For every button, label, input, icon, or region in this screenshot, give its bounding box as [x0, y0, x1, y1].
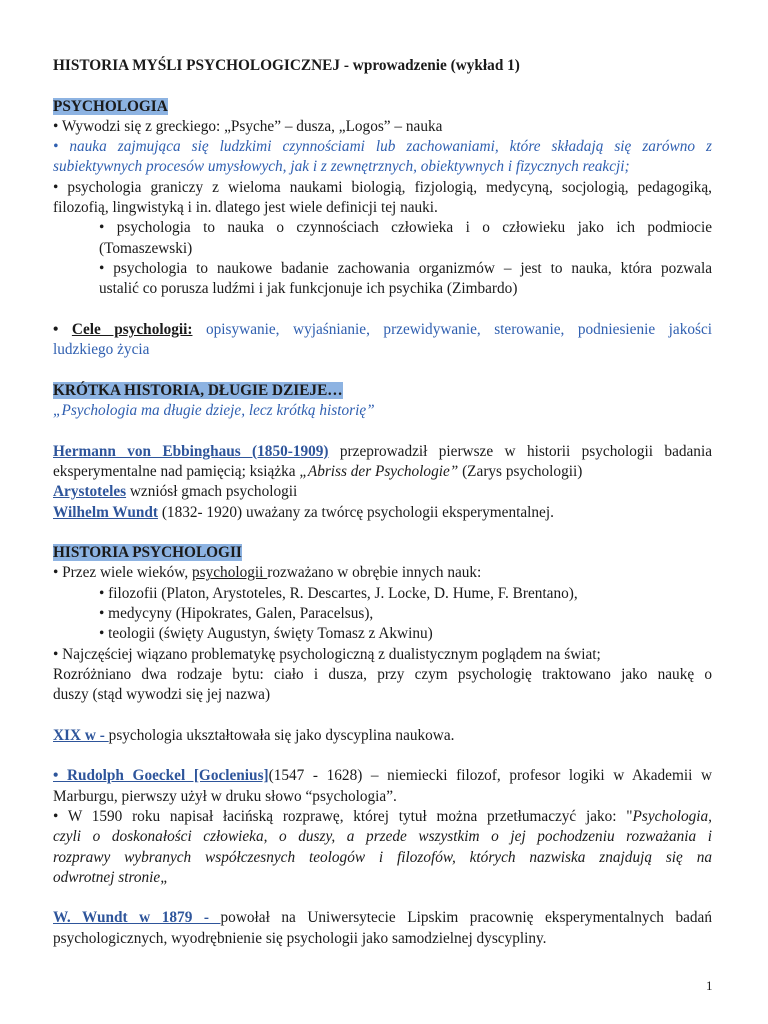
definition-line: • nauka zajmująca się ludzkimi czynnościami lub zachowaniami, które składają się zarówno z: [53, 138, 712, 156]
arystoteles-link[interactable]: Arystoteles: [53, 483, 127, 501]
goclenius-line-cont: • W 1590 roku napisał łacińską rozprawę, której tytuł można przetłumaczyć jako: "Psychologia,: [53, 807, 712, 825]
document-title: HISTORIA MYŚLI PSYCHOLOGICZNEJ - wprowadzenie (wykład 1): [53, 57, 520, 74]
wundt-link[interactable]: Wilhelm Wundt: [53, 503, 158, 521]
paragraph-line: • Najczęściej wiązano problematykę psychologiczną z dualistycznym poglądem na świat;: [53, 645, 601, 663]
ebbinghaus-line-cont: eksperymentalne nad pamięcią; książka „Abriss der Psychologie” (Zarys psychologii): [53, 462, 583, 480]
paragraph-line: • psychologia graniczy z wieloma naukami biologią, fizjologią, medycyną, socjologią, pedagogiką,: [53, 178, 712, 196]
goals-label: Cele psychologii:: [71, 320, 193, 338]
wundt-1879-line: W. Wundt w 1879 - powołał na Uniwersytecie Lipskim pracownię eksperymentalnych badań: [53, 909, 712, 927]
paragraph-line: duszy (stąd wywodzi się jej nazwa): [53, 686, 271, 704]
page-number: 1: [706, 978, 713, 993]
definition-line: subiektywnych procesów umysłowych, jak i z zewnętrznych, obiektywnych i fizycznych reakcji;: [53, 158, 630, 176]
list-item: • medycyny (Hipokrates, Galen, Paracelsus),: [99, 605, 374, 623]
goals-line: • Cele psychologii: opisywanie, wyjaśnianie, przewidywanie, sterowanie, podniesienie jakości: [53, 320, 712, 338]
goclenius-link[interactable]: • Rudolph Goeckel [Goclenius]: [53, 767, 269, 785]
goclenius-title-line: rozprawy wybranych współczesnych teologów i filozofów, których nazwiska znajdują się na: [53, 848, 712, 866]
paragraph-line: filozofią, lingwistyką i in. dlatego jest wiele definicji tej nauki.: [53, 199, 438, 217]
paragraph-line: • Przez wiele wieków, psychologii rozważano w obrębie innych nauk:: [53, 564, 482, 582]
list-item: • filozofii (Platon, Arystoteles, R. Descartes, J. Locke, D. Hume, F. Brentano),: [99, 584, 578, 602]
xix-line: XIX w - psychologia ukształtowała się jako dyscyplina naukowa.: [53, 726, 455, 744]
ebbinghaus-line: Hermann von Ebbinghaus (1850-1909) przeprowadził pierwsze w historii psychologii badania: [53, 442, 712, 460]
definition-zimbardo: • psychologia to naukowe badanie zachowania organizmów – jest to nauka, która pozwala: [99, 259, 712, 277]
quote: „Psychologia ma długie dzieje, lecz krótką historię”: [53, 402, 375, 420]
arystoteles-line: Arystoteles wzniósł gmach psychologii: [53, 483, 298, 501]
definition-tomaszewski-cont: (Tomaszewski): [99, 239, 193, 257]
paragraph-line: Rozróżniano dwa rodzaje bytu: ciało i dusza, przy czym psychologię traktowano jako naukę o: [53, 665, 712, 683]
goclenius-title-line: odwrotnej stronie„: [53, 868, 169, 886]
goclenius-line: • Rudolph Goeckel [Goclenius](1547 - 1628) – niemiecki filozof, profesor logiki w Akademii w: [53, 767, 712, 785]
wundt-line: Wilhelm Wundt (1832- 1920) uważany za twórcę psychologii eksperymentalnej.: [53, 503, 554, 521]
section-heading-krotka-historia: KRÓTKA HISTORIA, DŁUGIE DZIEJE…: [53, 381, 343, 399]
document-page: [53, 56, 712, 949]
ebbinghaus-link[interactable]: Hermann von Ebbinghaus (1850-1909): [53, 442, 329, 460]
section-heading-psychologia: PSYCHOLOGIA: [53, 97, 168, 115]
wundt-1879-line-cont: psychologicznych, wyodrębnienie się psychologii jako samodzielnej dyscypliny.: [53, 929, 547, 947]
goclenius-title-line: czyli o doskonałości człowieka, o duszy, a przede wszystkim o jej pochodzeniu rozważania i: [53, 828, 712, 846]
definition-zimbardo-cont: ustalić co porusza ludźmi i jak funkcjonuje ich psychika (Zimbardo): [99, 280, 518, 298]
list-item: • teologii (święty Augustyn, święty Tomasz z Akwinu): [99, 625, 433, 643]
goclenius-line-cont: Marburgu, pierwszy użył w druku słowo “psychologia”.: [53, 787, 397, 805]
paragraph-line: • Wywodzi się z greckiego: „Psyche” – dusza, „Logos” – nauka: [53, 117, 443, 135]
definition-tomaszewski: • psychologia to nauka o czynnościach człowieka i o człowieku jako ich podmiocie: [99, 219, 712, 237]
section-heading-historia-psychologii: HISTORIA PSYCHOLOGII: [53, 544, 242, 562]
wundt-1879-link[interactable]: W. Wundt w 1879 -: [53, 909, 221, 927]
xix-link[interactable]: XIX w -: [53, 726, 109, 744]
goals-line-cont: ludzkiego życia: [53, 341, 150, 359]
